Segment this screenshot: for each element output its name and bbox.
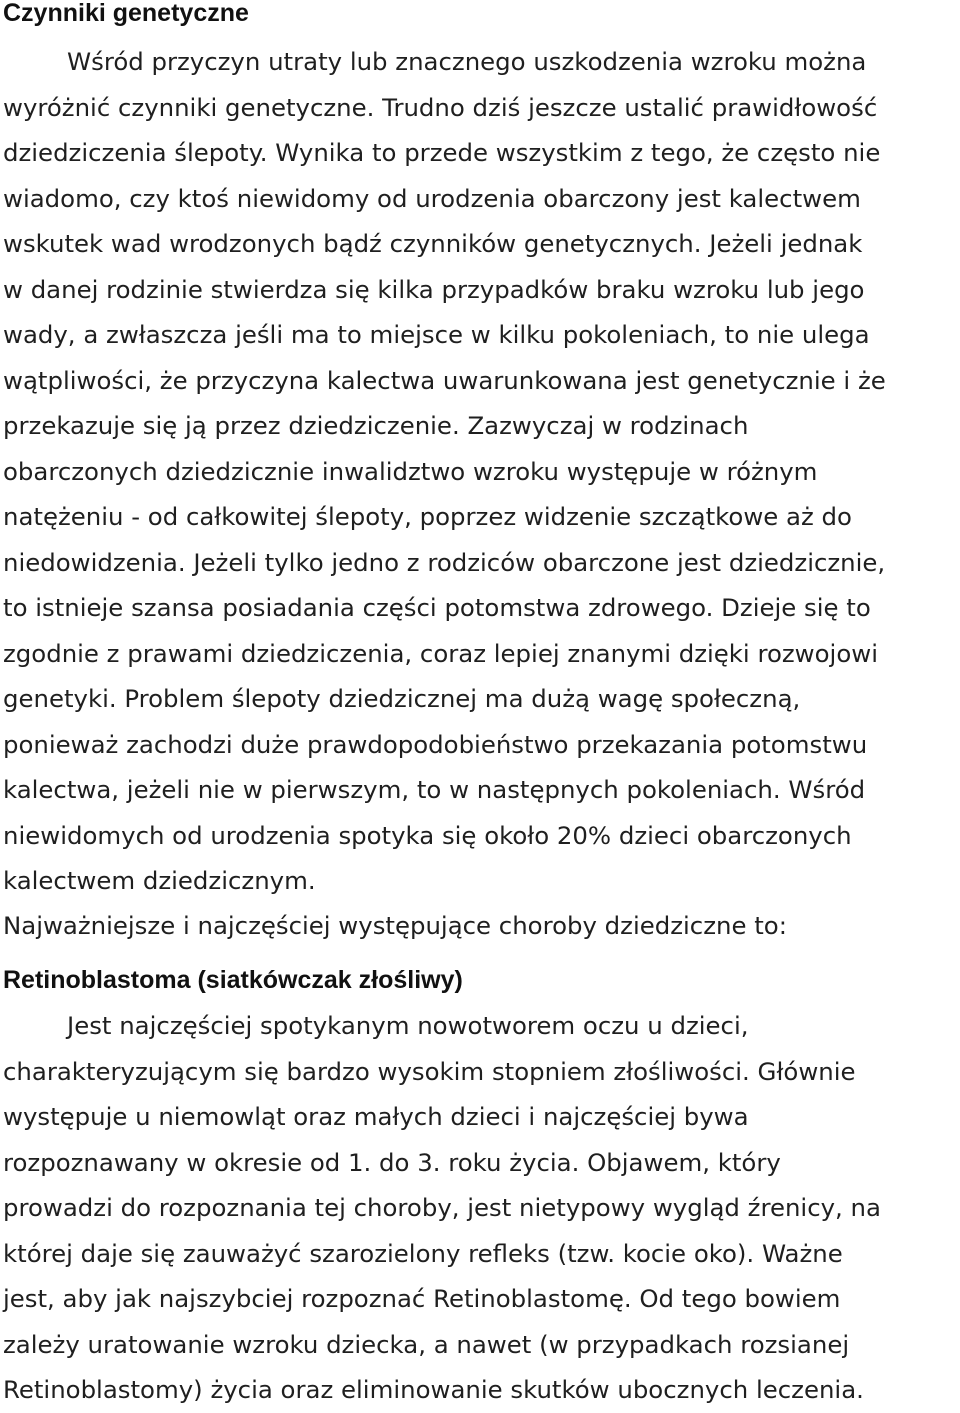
text-line: ponieważ zachodzi duże prawdopodobieństwo przekazania potomstwu <box>3 729 868 759</box>
text-line: wyróżnić czynniki genetyczne. Trudno dziś jeszcze ustalić prawidłowość <box>3 92 878 122</box>
text-line: Wśród przyczyn utraty lub znacznego uszkodzenia wzroku można <box>67 47 867 76</box>
text-line: natężeniu - od całkowitej ślepoty, poprzez widzenie szczątkowe aż do <box>3 502 852 531</box>
text-line: Retinoblastomy) życia oraz eliminowanie skutków ubocznych leczenia. <box>3 1375 864 1404</box>
text-line: wątpliwości, że przyczyna kalectwa uwarunkowana jest genetycznie i że <box>3 365 886 395</box>
text-line: występuje u niemowląt oraz małych dzieci i najczęściej bywa <box>3 1102 749 1131</box>
text-line: Najważniejsze i najczęściej występujące choroby dziedziczne to: <box>3 911 787 940</box>
text-line: zależy uratowanie wzroku dziecka, a nawet (w przypadkach rozsianej <box>3 1329 850 1359</box>
text-line: zgodnie z prawami dziedziczenia, coraz lepiej znanymi dzięki rozwojowi <box>3 638 878 668</box>
text-line: jest, aby jak najszybciej rozpoznać Retinoblastomę. Od tego bowiem <box>3 1284 841 1313</box>
text-line: wskutek wad wrodzonych bądź czynników genetycznych. Jeżeli jednak <box>3 229 863 258</box>
section-heading-retinoblastoma: Retinoblastoma (siatkówczak złośliwy) <box>3 966 463 994</box>
text-line: genetyki. Problem ślepoty dziedzicznej ma dużą wagę społeczną, <box>3 684 801 713</box>
text-line: prowadzi do rozpoznania tej choroby, jest nietypowy wygląd źrenicy, na <box>3 1193 881 1222</box>
text-line: dziedziczenia ślepoty. Wynika to przede wszystkim z tego, że często nie <box>3 138 881 167</box>
text-line: charakteryzującym się bardzo wysokim stopniem złośliwości. Głównie <box>3 1056 856 1086</box>
text-line: wady, a zwłaszcza jeśli ma to miejsce w kilku pokoleniach, to nie ulega <box>3 320 870 349</box>
text-line: obarczonych dziedzicznie inwalidztwo wzroku występuje w różnym <box>3 456 818 486</box>
text-line: niedowidzenia. Jeżeli tylko jedno z rodziców obarczone jest dziedzicznie, <box>3 547 886 577</box>
text-line: której daje się zauważyć szarozielony refleks (tzw. kocie oko). Ważne <box>3 1238 843 1268</box>
paragraph-genetic-factors <box>3 39 958 904</box>
section-heading-genetic-factors: Czynniki genetyczne <box>3 0 249 27</box>
text-line: kalectwem dziedzicznym. <box>3 866 316 895</box>
text-line: to istnieje szansa posiadania części potomstwa zdrowego. Dzieje się to <box>3 593 871 622</box>
text-line: rozpoznawany w okresie od 1. do 3. roku życia. Objawem, który <box>3 1147 781 1177</box>
text-line: wiadomo, czy ktoś niewidomy od urodzenia obarczony jest kalectwem <box>3 183 861 213</box>
paragraph-retinoblastoma <box>3 1003 958 1413</box>
text-line: przekazuje się ją przez dziedziczenie. Zazwyczaj w rodzinach <box>3 411 749 440</box>
text-line: kalectwa, jeżeli nie w pierwszym, to w następnych pokoleniach. Wśród <box>3 775 866 804</box>
text-line: niewidomych od urodzenia spotyka się około 20% dzieci obarczonych <box>3 820 852 850</box>
text-line: Jest najczęściej spotykanym nowotworem oczu u dzieci, <box>67 1011 749 1040</box>
list-intro-text <box>3 903 958 949</box>
text-line: w danej rodzinie stwierdza się kilka przypadków braku wzroku lub jego <box>3 274 865 304</box>
